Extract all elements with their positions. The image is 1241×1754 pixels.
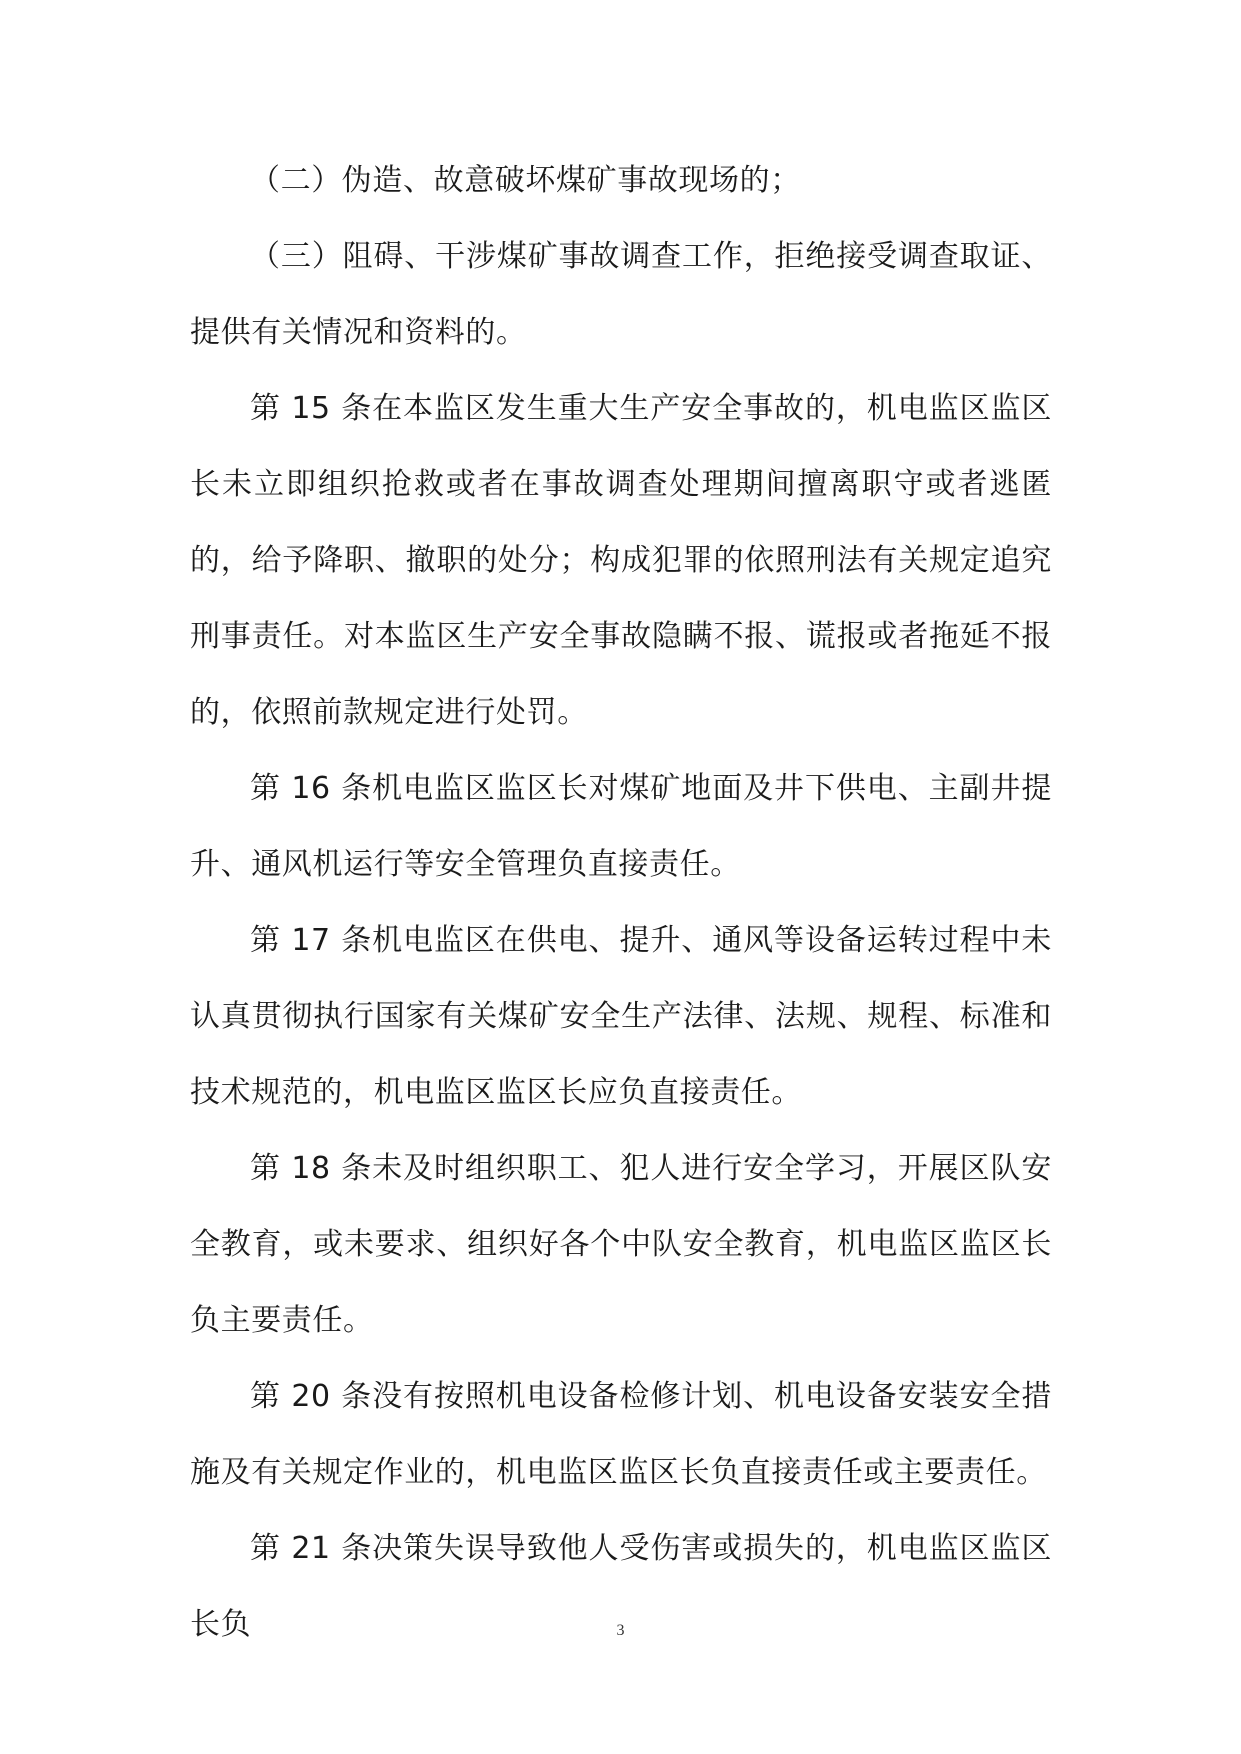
paragraph-clause-2: （二）伪造、故意破坏煤矿事故现场的； — [250, 163, 801, 198]
paragraph-clause-3: （三）阻碍、干涉煤矿事故调查工作，拒绝接受调查取证、提供有关情况和资料的。 — [190, 239, 1052, 350]
paragraph-article-16: 第 16 条机电监区监区长对煤矿地面及井下供电、主副井提升、通风机运行等安全管理负直接责任。 — [190, 771, 1052, 882]
paragraph-article-18: 第 18 条未及时组织职工、犯人进行安全学习，开展区队安全教育，或未要求、组织好各个中队安全教育，机电监区监区长负主要责任。 — [190, 1151, 1052, 1338]
paragraph-article-21: 第 21 条决策失误导致他人受伤害或损失的，机电监区监区长负 — [190, 1531, 1052, 1642]
paragraph-article-20: 第 20 条没有按照机电设备检修计划、机电设备安装安全措施及有关规定作业的，机电监区监区长负直接责任或主要责任。 — [190, 1379, 1052, 1490]
document-body — [190, 143, 1052, 1663]
paragraph-article-15: 第 15 条在本监区发生重大生产安全事故的，机电监区监区长未立即组织抢救或者在事故调查处理期间擅离职守或者逃匿的，给予降职、撤职的处分；构成犯罪的依照刑法有关规定追究刑事责任。对本监区生产安全事故隐瞒不报、谎报或者拖延不报的，依照前款规定进行处罚。 — [190, 391, 1052, 730]
paragraph-article-17: 第 17 条机电监区在供电、提升、通风等设备运转过程中未认真贯彻执行国家有关煤矿安全生产法律、法规、规程、标准和技术规范的，机电监区监区长应负直接责任。 — [190, 923, 1052, 1110]
page-number: 3 — [616, 1622, 625, 1639]
